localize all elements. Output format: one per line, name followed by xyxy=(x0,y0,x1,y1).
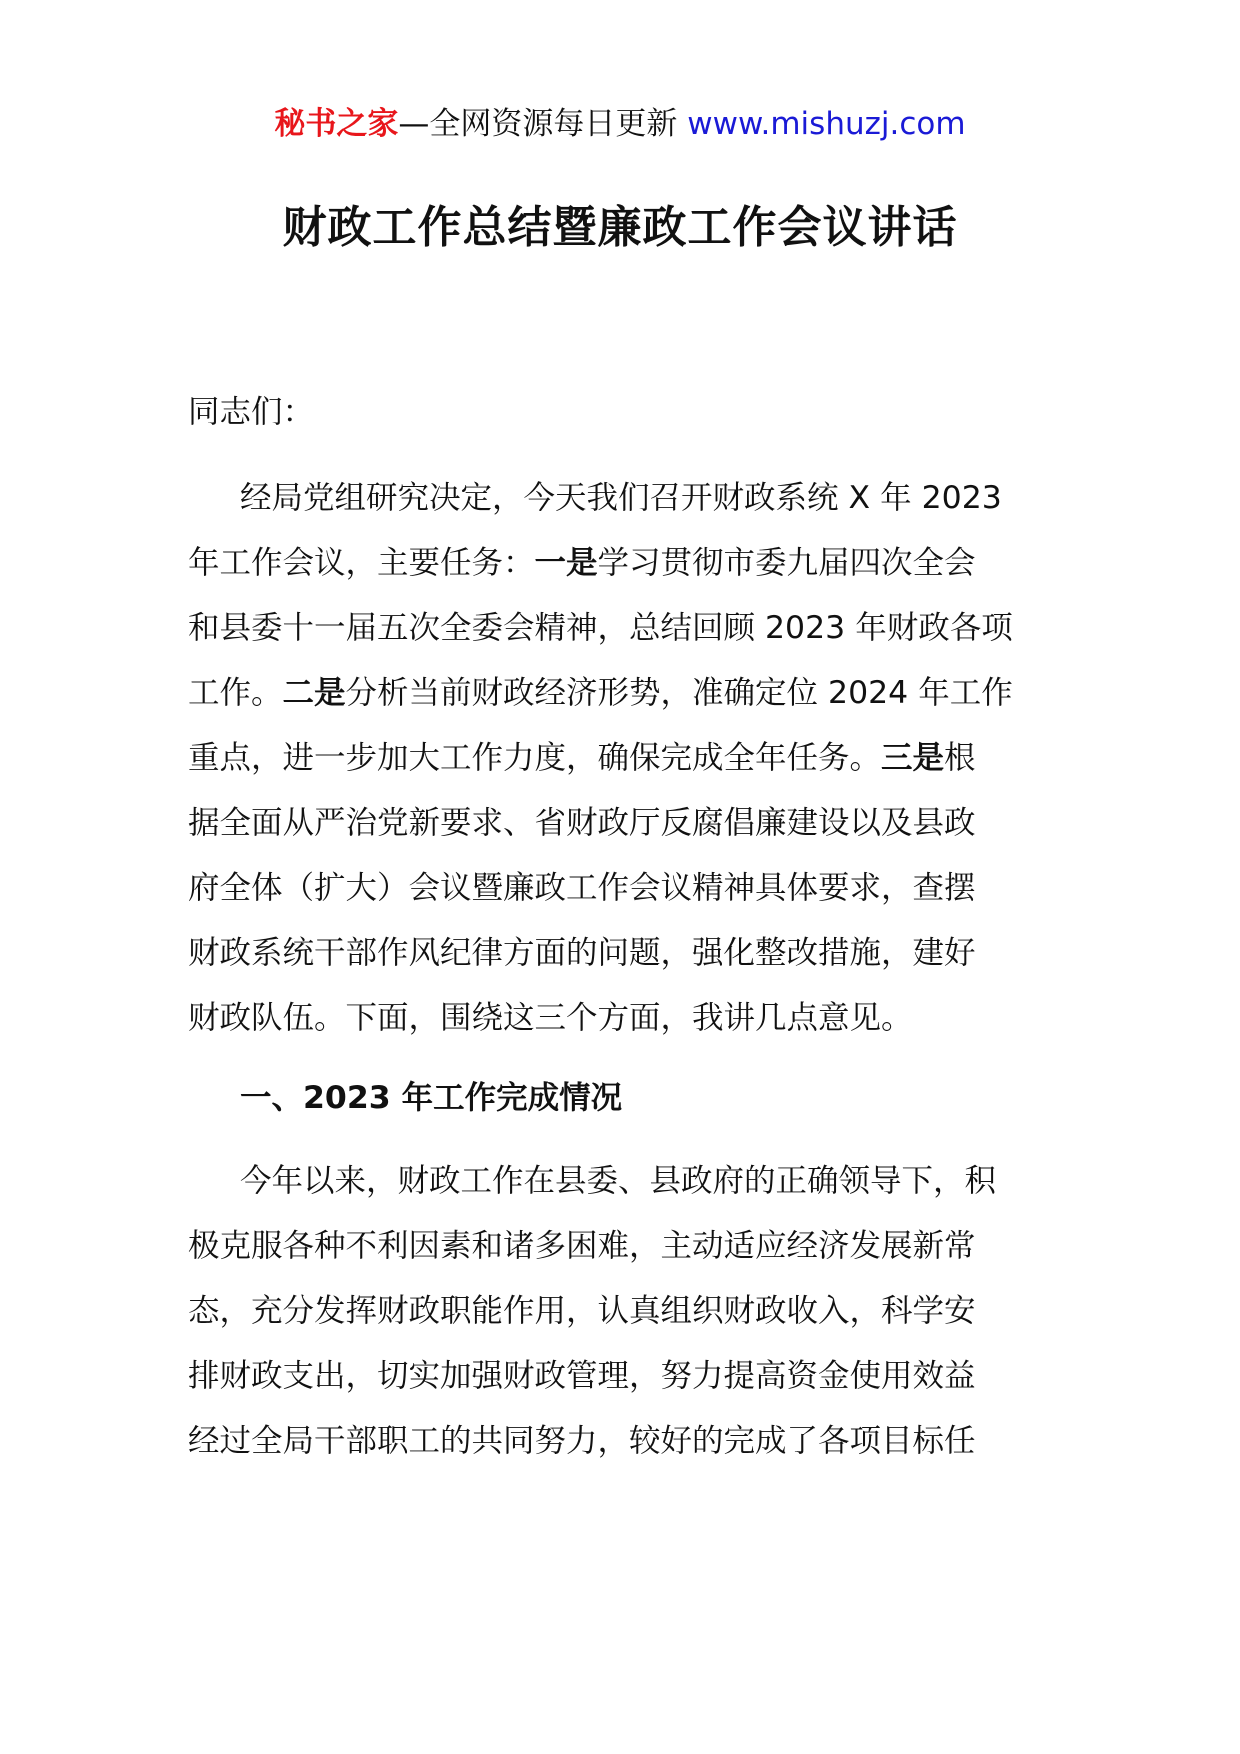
paragraph-line: 财政队伍。下面，围绕这三个方面，我讲几点意见。 xyxy=(188,1000,913,1036)
paragraph-line: 和县委十一届五次全委会精神，总结回顾 2023 年财政各项 xyxy=(188,610,1013,646)
paragraph-line: 据全面从严治党新要求、省财政厅反腐倡廉建设以及县政 xyxy=(188,805,976,841)
site-header xyxy=(0,102,1240,146)
brand-name: 秘书之家 xyxy=(274,106,399,142)
paragraph-line: 财政系统干部作风纪律方面的问题，强化整改措施，建好 xyxy=(188,935,976,971)
paragraph-line: 态，充分发挥财政职能作用，认真组织财政收入，科学安 xyxy=(188,1293,976,1329)
header-tagline: —全网资源每日更新 xyxy=(398,106,678,142)
section-heading xyxy=(188,1066,1056,1131)
paragraph-line: 经局党组研究决定，今天我们召开财政系统 X 年 2023 xyxy=(240,480,1002,516)
section-heading-text: 一、2023 年工作完成情况 xyxy=(240,1080,623,1116)
site-url-link[interactable]: www.mishuzj.com xyxy=(687,106,966,142)
paragraph-line: 府全体（扩大）会议暨廉政工作会议精神具体要求，查摆 xyxy=(188,870,976,906)
paragraph-line: 今年以来，财政工作在县委、县政府的正确领导下，积 xyxy=(240,1163,997,1199)
paragraph-line: 年工作会议，主要任务：一是学习贯彻市委九届四次全会 xyxy=(188,545,976,581)
paragraph-summary xyxy=(188,1149,1056,1474)
paragraph-line: 排财政支出，切实加强财政管理，努力提高资金使用效益 xyxy=(188,1358,976,1394)
paragraph-intro xyxy=(188,466,1056,1051)
paragraph-line: 重点，进一步加大工作力度，确保完成全年任务。三是根 xyxy=(188,740,976,776)
emphasis-first: 一是 xyxy=(534,545,598,581)
emphasis-second: 二是 xyxy=(282,675,346,711)
emphasis-third: 三是 xyxy=(881,740,945,776)
greeting: 同志们： xyxy=(188,394,315,430)
paragraph-line: 极克服各种不利因素和诸多困难，主动适应经济发展新常 xyxy=(188,1228,976,1264)
paragraph-line: 工作。二是分析当前财政经济形势，准确定位 2024 年工作 xyxy=(188,675,1013,711)
document-title: 财政工作总结暨廉政工作会议讲话 xyxy=(282,202,958,253)
paragraph-line: 经过全局干部职工的共同努力，较好的完成了各项目标任 xyxy=(188,1423,976,1459)
